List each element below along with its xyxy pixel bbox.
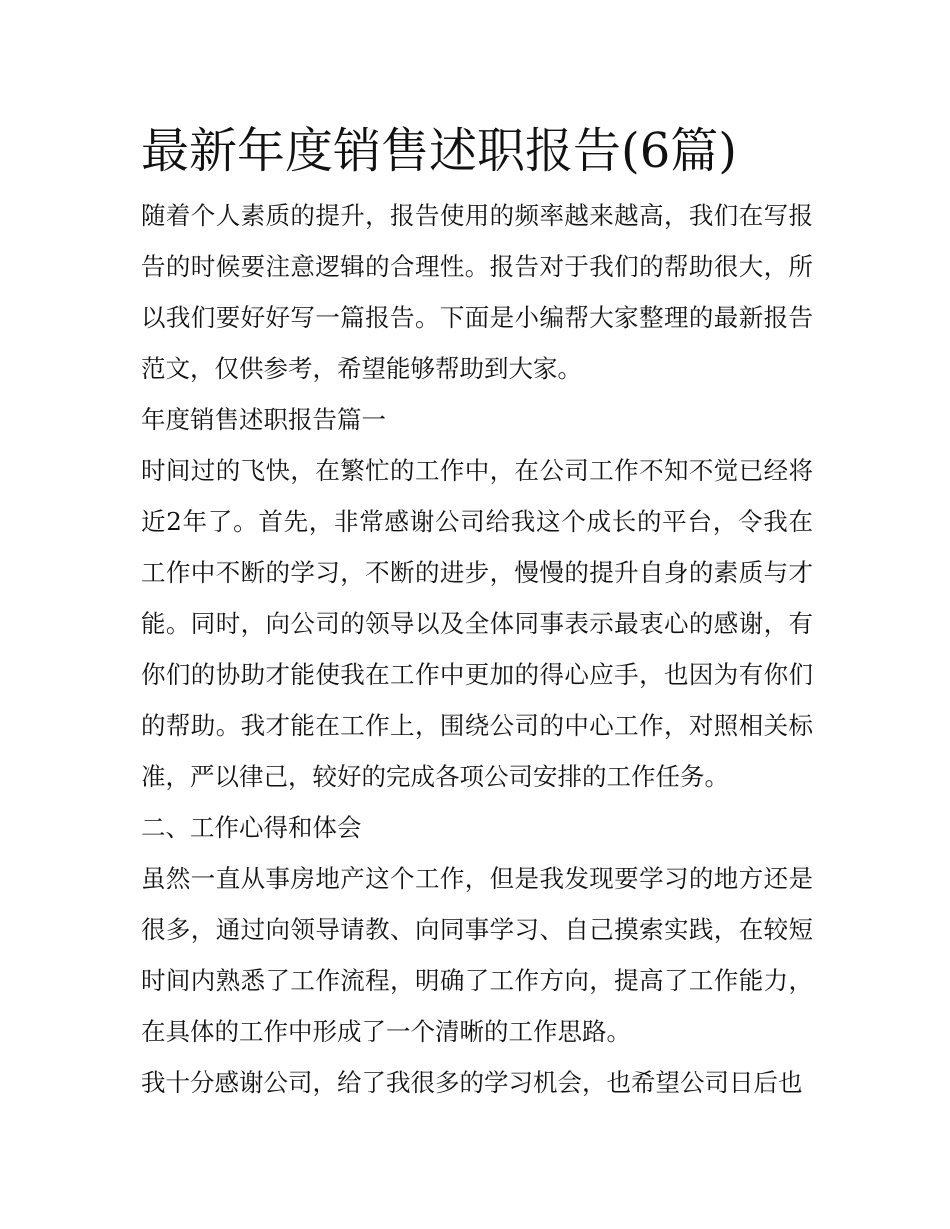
section-heading-part-one: 年度销售述职报告篇一 (141, 405, 386, 434)
section-heading-work-experience: 二、工作心得和体会 (141, 813, 362, 842)
body-paragraph: 时间过的飞快，在繁忙的工作中，在公司工作不知不觉已经将近2年了。首先，非常感谢公司给我这个成长的平台，令我在工作中不断的学习，不断的进步，慢慢的提升自身的素质与才能。同时，向公司的领导以及全体同事表示最衷心的感谢，有你们的协助才能使我在工作中更加的得心应手，也因为有你们的帮助。我才能在工作上，围绕公司的中心工作，对照相关标准，严以律己，较好的完成各项公司安排的工作任务。 (141, 456, 813, 791)
body-paragraph: 虽然一直从事房地产这个工作，但是我发现要学习的地方还是很多，通过向领导请教、向同事学习、自己摸索实践，在较短时间内熟悉了工作流程，明确了工作方向，提高了工作能力，在具体的工作中形成了一个清晰的工作思路。 (141, 864, 813, 1046)
document-title: 最新年度销售述职报告(6篇) (141, 123, 737, 179)
body-paragraph: 我十分感谢公司，给了我很多的学习机会，也希望公司日后也 (141, 1068, 803, 1097)
intro-paragraph: 随着个人素质的提升，报告使用的频率越来越高，我们在写报告的时候要注意逻辑的合理性。报告对于我们的帮助很大，所以我们要好好写一篇报告。下面是小编帮大家整理的最新报告范文，仅供参考，希望能够帮助到大家。 (141, 201, 813, 383)
document-body (141, 112, 813, 1108)
